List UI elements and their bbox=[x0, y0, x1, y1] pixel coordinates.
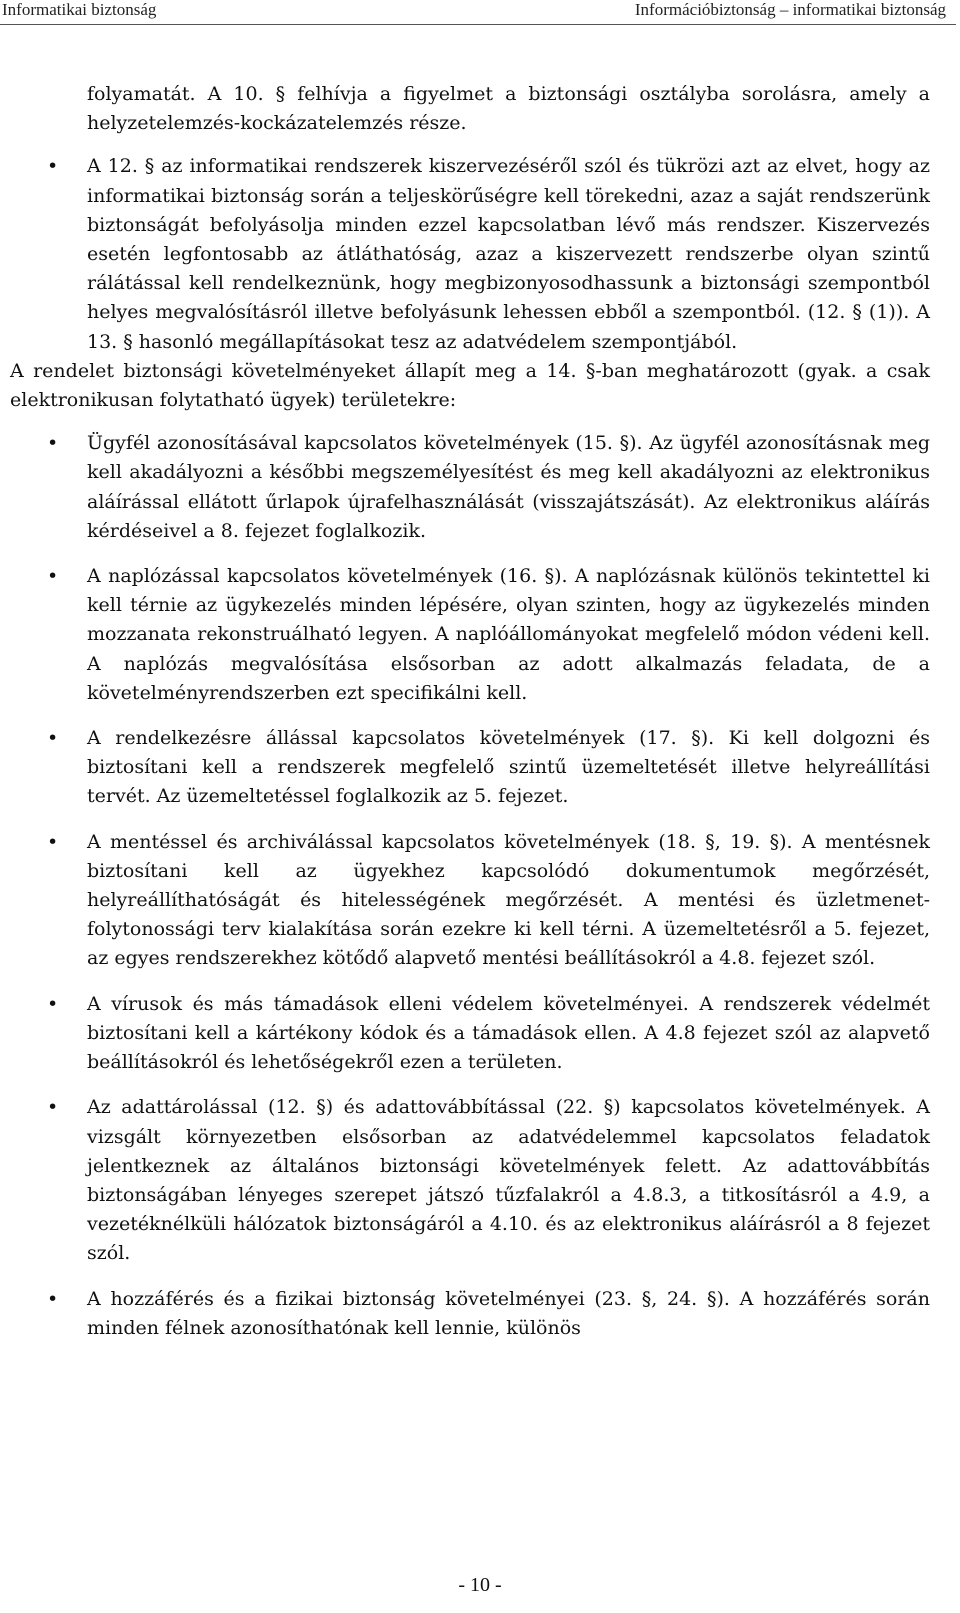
continuation-paragraph: folyamatát. A 10. § felhívja a figyelmet a biztonsági osztályba sorolásra, amely a helyzetelemzés-kockázatelemzés része. bbox=[87, 83, 930, 135]
list-item-text: A mentéssel és archiválással kapcsolatos követelmények (18. §, 19. §). A mentésnek biztosítani kell az ügyekhez kapcsolódó dokumentumok megőrzését, helyreállíthatóságát és hitelességének megőrzését. A mentési és üzletmenet-folytonossági terv kialakítása során ezekre ki kell térni. A üzemeltetésről a 5. fejezet, az egyes rendszerekhez kötődő alapvető mentési beállításokról a 4.8. fejezet szól. bbox=[87, 830, 930, 970]
list-item-text: Az adattárolással (12. §) és adattovábbítással (22. §) kapcsolatos követelmények. A vizsgált környezetben elsősorban az adatvédelemmel kapcsolatos feladatok jelentkeznek az általános biztonsági követelmények felett. Az adattovábbítás biztonságában lényeges szerepet játszó tűzfalakról a 4.8.3, a titkosításról a 4.9, a vezetéknélküli hálózatok biztonságáról a 4.10. és az elektronikus aláírásról a 8 fejezet szól. bbox=[87, 1096, 930, 1265]
list-item-text: A hozzáférés és a fizikai biztonság követelményei (23. §, 24. §). A hozzáférés során minden félnek azonosíthatónak kell lennie, különös bbox=[87, 1287, 930, 1339]
header-left-title: Informatikai biztonság bbox=[2, 0, 157, 19]
bullet-icon: • bbox=[47, 1096, 59, 1119]
document-body bbox=[10, 80, 930, 1343]
bullet-icon: • bbox=[47, 565, 59, 588]
list-item-text: A rendelkezésre állással kapcsolatos követelmények (17. §). Ki kell dolgozni és biztosítani kell a rendszerek megfelelő szintű üzemeltetését illetve helyreállítási tervét. Az üzemeltetéssel foglalkozik az 5. fejezet. bbox=[87, 727, 930, 808]
bullet-icon: • bbox=[47, 155, 59, 178]
bullet-icon: • bbox=[47, 830, 59, 853]
body-paragraph: A rendelet biztonsági követelményeket állapít meg a 14. §-ban meghatározott (gyak. a csak elektronikusan folytatható ügyek) területekre: bbox=[10, 359, 930, 412]
bullet-icon: • bbox=[47, 727, 59, 750]
bullet-icon: • bbox=[47, 1287, 59, 1310]
list-item-text: Ügyfél azonosításával kapcsolatos követelmények (15. §). Az ügyfél azonosításnak meg kell akadályozni a későbbi megszemélyesítést és meg kell akadályozni az elektronikus aláírással ellátott űrlapok újrafelhasználását (visszajátszását). Az elektronikus aláírás kérdéseivel a 8. fejezet foglalkozik. bbox=[87, 432, 930, 542]
list-item bbox=[10, 1093, 930, 1268]
list-item bbox=[10, 152, 930, 356]
list-item-text: A naplózással kapcsolatos követelmények (16. §). A naplózásnak különös tekintettel ki kell térnie az ügykezelés minden lépésére, olyan szinten, hogy az ügykezelés minden mozzanata rekonstruálható legyen. A naplóállományokat megfelelő módon védeni kell. A naplózás megvalósítása elsősorban az adott alkalmazás feladata, de a követelményrendszerben ezt specifikálni kell. bbox=[87, 565, 930, 704]
header-rule bbox=[0, 24, 956, 25]
list-item-text: A 12. § az informatikai rendszerek kiszervezéséről szól és tükrözi azt az elvet, hogy az informatikai biztonság során a teljeskörűségre kell törekedni, azaz a saját rendszerünk biztonságát befolyásolja minden ezzel kapcsolatban lévő más rendszer. Kiszervezés esetén legfontosabb az átláthatóság, azaz a kiszervezett rendszerbe olyan szintű rálátással kell rendelkeznünk, hogy megbizonyosodhassunk a biztonsági szempontból helyes megvalósításról illetve befolyásunk lehessen ebből a szempontból. (12. § (1)). A 13. § hasonló megállapításokat tesz az adatvédelem szempontjából. bbox=[87, 155, 930, 353]
list-item bbox=[10, 562, 930, 708]
bullet-icon: • bbox=[47, 432, 59, 455]
list-item bbox=[10, 724, 930, 812]
list-item bbox=[10, 1285, 930, 1343]
list-item bbox=[10, 429, 930, 546]
list-item bbox=[10, 828, 930, 974]
bullet-icon: • bbox=[47, 992, 59, 1015]
page-number: - 10 - bbox=[458, 1574, 502, 1596]
bullet-list-2 bbox=[10, 429, 930, 1343]
header-right-title: Információbiztonság – informatikai biztonság bbox=[634, 0, 946, 19]
list-item-text: A vírusok és más támadások elleni védelem követelményei. A rendszerek védelmét biztosítani kell a kártékony kódok és a támadások ellen. A 4.8 fejezet szól az alapvető beállításokról és lehetőségekről ezen a területen. bbox=[87, 992, 930, 1074]
bullet-list-1 bbox=[10, 152, 930, 356]
page-header bbox=[0, 0, 960, 38]
list-item bbox=[10, 990, 930, 1078]
